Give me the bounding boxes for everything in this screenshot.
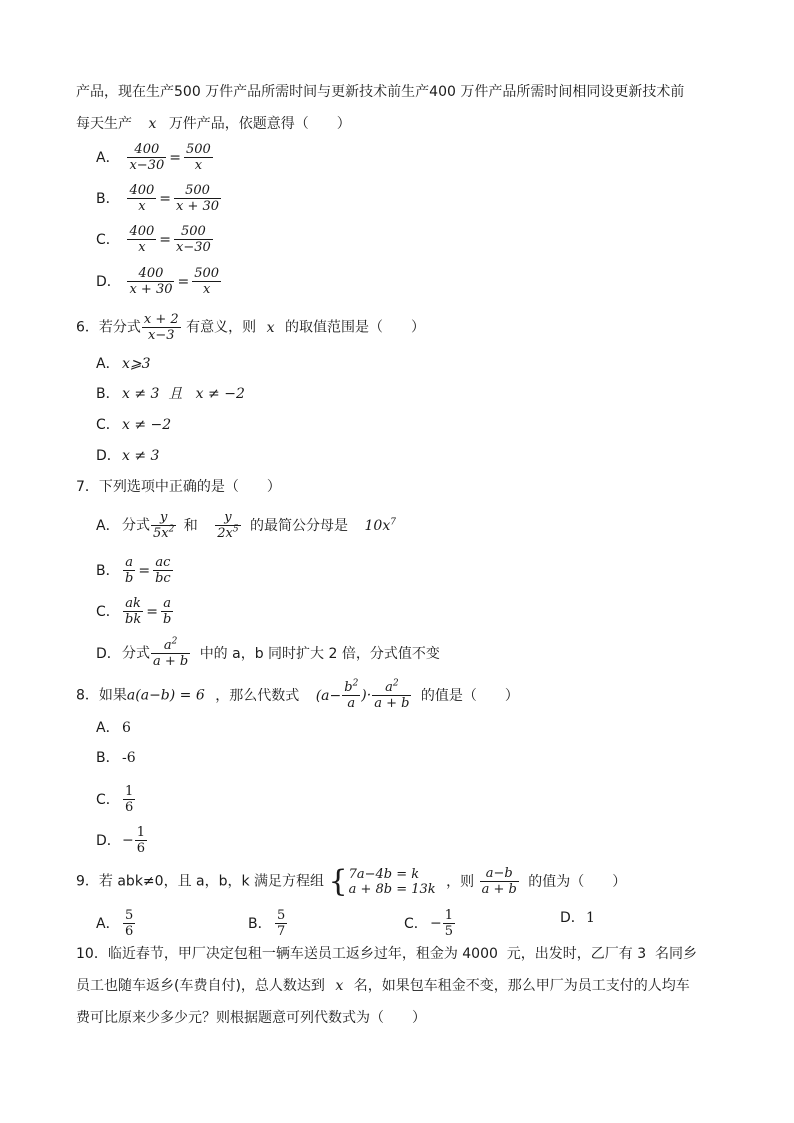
q5-option-b: B． $\frac{400}{x}$ = $\frac{500}{x + 30}$	[96, 183, 220, 214]
q8-option-b: B． -6	[96, 750, 136, 766]
fraction: $\frac{400}{x}$	[129, 224, 155, 255]
fraction: $\frac{y}{2x^5}$	[217, 510, 239, 541]
q6-option-b: B． x ≠ 3 且 x ≠ −2	[96, 386, 245, 402]
fraction: $\frac{500}{x-30}$	[176, 224, 211, 255]
fraction: $\frac{a}{b}$	[125, 555, 134, 586]
q5-stem-line1: 产品，现在生产500 万件产品所需时间与更新技术前生产400 万件产品所需时间相同设更新技术前	[76, 84, 685, 100]
q6-stem: 6．若分式 $\frac{x + 2}{x-3}$ 有意义，则 x 的取值范围是（ ）	[76, 312, 425, 343]
q5-option-a: A． $\frac{400}{x-30}$ = $\frac{500}{x}$	[96, 142, 211, 173]
q6-option-a: A． x⩾3	[96, 356, 151, 372]
q8-option-a: A． 6	[96, 720, 131, 736]
fraction: $\frac{400}{x-30}$	[129, 142, 165, 173]
fraction: $\frac{1}{6}$	[136, 825, 146, 856]
fraction: $\frac{400}{x + 30}$	[129, 266, 173, 297]
q9-option-d: D．1	[560, 910, 595, 926]
fraction: $\frac{a^2}{a + b}$	[374, 678, 410, 711]
fraction: $\frac{500}{x}$	[185, 142, 211, 173]
fraction: $\frac{5}{7}$	[277, 908, 286, 939]
q7-option-d: D．分式 $\frac{a^2}{a + b}$ 中的 a，b 同时扩大 2 倍，分式值不变	[96, 636, 440, 669]
fraction: $\frac{ak}{bk}$	[125, 596, 142, 627]
q9-stem: 9．若 abk≠0，且 a，b，k 满足方程组 { 7a−4b = k a + 8b = 13k ，则 $\frac{a-b}{a + b}$ 的值为（ ）	[76, 863, 627, 899]
q10-stem-line2: 员工也随车返乡(车费自付)，总人数达到 x 名，如果包车租金不变，那么甲厂为员工支付的人均车	[76, 978, 690, 994]
fraction: $\frac{1}{6}$	[125, 784, 134, 815]
q8-stem: 8．如果a(a−b) = 6 ，那么代数式 (a− $\frac{b^2}{a}$ )· $\frac{a^2}{a + b}$ 的值是（ ）	[76, 678, 519, 711]
q6-option-d: D．x ≠ 3	[96, 448, 160, 464]
fraction: $\frac{ac}{bc}$	[155, 555, 171, 586]
fraction: $\frac{500}{x + 30}$	[176, 183, 220, 214]
q6-option-c: C． x ≠ −2	[96, 417, 172, 433]
q5-stem-line2: 每天生产 x 万件产品，依题意得（ ）	[76, 116, 351, 132]
fraction: $\frac{y}{5x^2}$	[153, 510, 175, 541]
q10-stem-line1: 10．临近春节，甲厂决定包租一辆车送员工返乡过年，租金为 4000 元，出发时，乙厂有 3 名同乡	[76, 946, 698, 962]
q7-option-c: C． $\frac{ak}{bk}$ = $\frac{a}{b}$	[96, 596, 172, 627]
fraction: $\frac{x + 2}{x-3}$	[143, 312, 179, 343]
q8-option-c: C． $\frac{1}{6}$	[96, 784, 134, 815]
q7-stem: 7．下列选项中正确的是（ ）	[76, 479, 281, 495]
q5-option-d: D． $\frac{400}{x + 30}$ = $\frac{500}{x}$	[96, 266, 220, 297]
q8-option-d: D．− $\frac{1}{6}$	[96, 825, 146, 856]
q7-option-b: B． $\frac{a}{b}$ = $\frac{ac}{bc}$	[96, 555, 171, 586]
fraction: $\frac{b^2}{a}$	[344, 678, 359, 711]
fraction: $\frac{a^2}{a + b}$	[153, 636, 189, 669]
fraction: $\frac{1}{5}$	[444, 908, 454, 939]
equation-system: 7a−4b = k a + 8b = 13k	[348, 866, 436, 897]
brace-icon: {	[328, 863, 348, 899]
q9-option-c: C． − $\frac{1}{5}$	[404, 908, 454, 939]
fraction: $\frac{5}{6}$	[125, 908, 134, 939]
fraction: $\frac{a}{b}$	[162, 596, 172, 627]
q5-option-c: C． $\frac{400}{x}$ = $\frac{500}{x-30}$	[96, 224, 211, 255]
fraction: $\frac{500}{x}$	[194, 266, 220, 297]
q9-option-b: B． $\frac{5}{7}$	[248, 908, 286, 939]
q10-stem-line3: 费可比原来少多少元？则根据题意可列代数式为（ ）	[76, 1010, 426, 1026]
fraction: $\frac{400}{x}$	[129, 183, 155, 214]
fraction: $\frac{a-b}{a + b}$	[481, 866, 517, 897]
q7-option-a: A． 分式 $\frac{y}{5x^2}$ 和 $\frac{y}{2x^5}$ 的最简公分母是 $10x^7$	[96, 510, 396, 541]
q9-option-a: A． $\frac{5}{6}$	[96, 908, 134, 939]
